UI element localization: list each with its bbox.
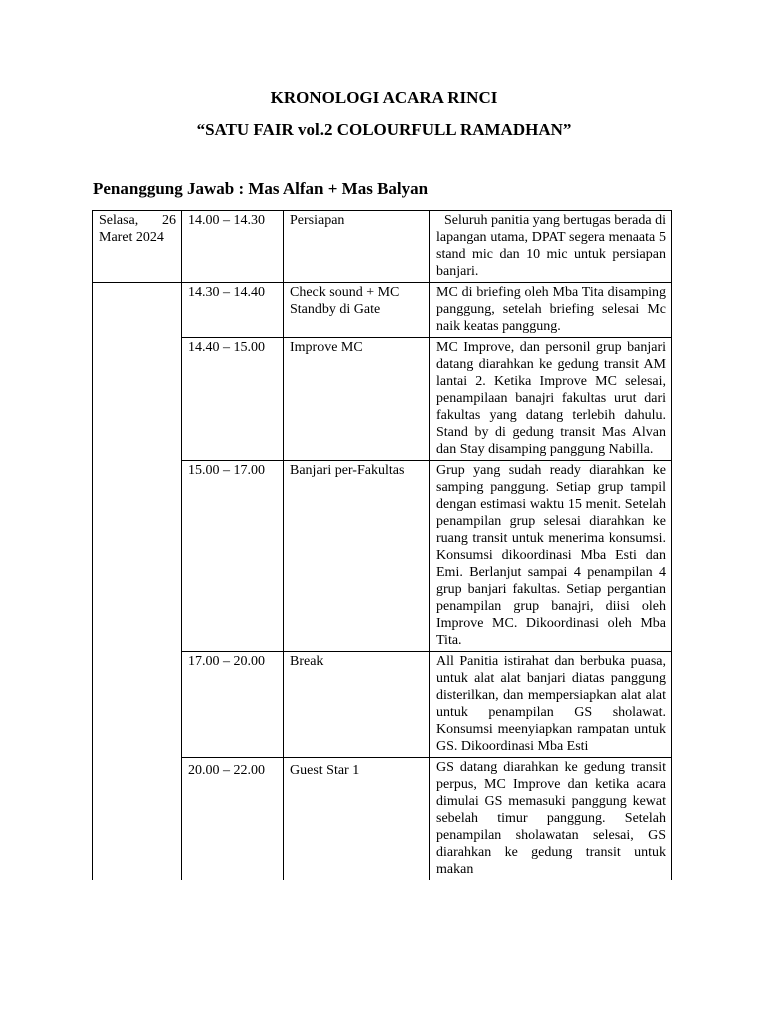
- day-cell-empty: [93, 283, 182, 881]
- time-cell: 20.00 – 22.00: [182, 758, 284, 881]
- schedule-table: [92, 210, 672, 880]
- description-cell: MC Improve, dan personil grup banjari datang diarahkan ke gedung transit AM lantai 2. Ketika Improve MC selesai, penampilaan banajri fakultas urut dari fakultas yang datang terlebih dahulu. Stand by di gedung transit Mas Alvan dan Stay disamping panggung Nabilla.: [430, 338, 672, 461]
- activity-cell: Check sound + MC Standby di Gate: [284, 283, 430, 338]
- day-label: Selasa, 26 Maret 2024: [99, 213, 176, 245]
- description-cell: Seluruh panitia yang bertugas berada di lapangan utama, DPAT segera menaata 5 stand mic dan 10 mic untuk persiapan banjari.: [430, 211, 672, 283]
- time-cell: 14.30 – 14.40: [182, 283, 284, 338]
- time-cell: 14.00 – 14.30: [182, 211, 284, 283]
- activity-cell: Improve MC: [284, 338, 430, 461]
- activity-cell: Persiapan: [284, 211, 430, 283]
- time-cell: 15.00 – 17.00: [182, 461, 284, 652]
- description-cell: GS datang diarahkan ke gedung transit perpus, MC Improve dan ketika acara dimulai GS memasuki panggung kewat sebelah timur panggung. Setelah penampilan sholawatan selesai, GS diarahkan ke gedung transit untuk makan: [430, 758, 672, 881]
- activity-cell: Guest Star 1: [284, 758, 430, 881]
- activity-cell: Break: [284, 652, 430, 758]
- table-row: [93, 211, 672, 283]
- event-name: “SATU FAIR vol.2 COLOURFULL RAMADHAN”: [196, 120, 572, 139]
- day-cell: [93, 211, 182, 283]
- activity-cell: Banjari per-Fakultas: [284, 461, 430, 652]
- description-cell: Grup yang sudah ready diarahkan ke samping panggung. Setiap grup tampil dengan estimasi waktu 15 menit. Setelah penampilan grup selesai diarahkan ke ruang transit untuk menerima konsumsi. Konsumsi dikoordinasi Mba Esti dan Emi. Berlanjut sampai 4 penampilan 4 grup banjari fakultas. Setiap pergantian penampilan grup banajri, diisi oleh Improve MC. Dikoordinasi oleh Mba Tita.: [430, 461, 672, 652]
- document-title: KRONOLOGI ACARA RINCI: [270, 88, 498, 107]
- table-row: [93, 283, 672, 338]
- time-cell: 17.00 – 20.00: [182, 652, 284, 758]
- description-cell: MC di briefing oleh Mba Tita disamping panggung, setelah briefing selesai Mc naik keatas panggung.: [430, 283, 672, 338]
- time-cell: 14.40 – 15.00: [182, 338, 284, 461]
- person-in-charge: Penanggung Jawab : Mas Alfan + Mas Balyan: [93, 179, 429, 198]
- description-cell: All Panitia istirahat dan berbuka puasa, untuk alat alat banjari diatas panggung disterilkan, dan mempersiapkan alat alat untuk penampilan GS sholawat. Konsumsi meenyiapkan rampatan untuk GS. Dikoordinasi Mba Esti: [430, 652, 672, 758]
